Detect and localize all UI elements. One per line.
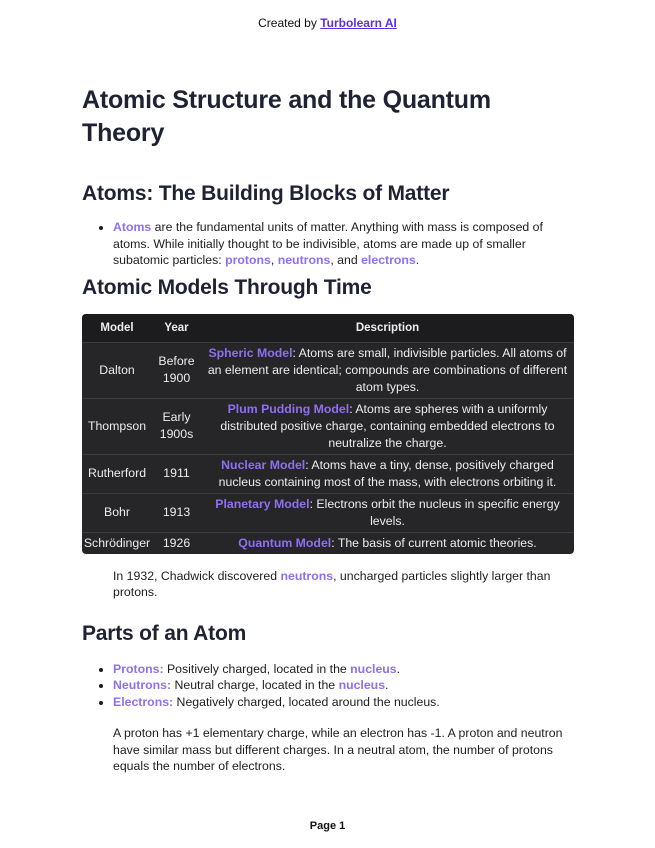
text-span: , uncharged particles slightly larger than protons. <box>113 568 551 599</box>
atoms-list <box>82 219 574 269</box>
term-protons: protons <box>225 253 271 267</box>
table-row <box>82 454 574 493</box>
cell-model: Rutherford <box>82 454 152 493</box>
term-neutrons: neutrons <box>280 568 334 583</box>
text-span: . <box>396 661 401 676</box>
text-span: are the fundamental units of matter. Anything with mass is composed of atoms. While initially thought to be indivisible, atoms are made up of smaller subatomic particles: <box>113 220 543 267</box>
model-term: Plum Pudding Model <box>227 401 350 416</box>
credit-line <box>0 16 655 30</box>
cell-model: Bohr <box>82 493 152 532</box>
cell-description <box>201 398 574 454</box>
cell-year: Early 1900s <box>152 398 201 454</box>
term-neutrons: Neutrons: <box>113 678 172 692</box>
text-span: , and <box>330 253 362 267</box>
turbolearn-link[interactable]: Turbolearn AI <box>320 16 397 30</box>
model-term: Quantum Model <box>238 535 332 550</box>
list-item <box>113 661 574 678</box>
model-desc: : The basis of current atomic theories. <box>331 535 537 550</box>
model-desc: : Atoms have a tiny, dense, positively charged nucleus containing most of the mass, with electrons orbiting it. <box>218 457 557 489</box>
column-header-description: Description <box>201 314 574 343</box>
table-row <box>82 342 574 398</box>
atomic-models-table <box>82 314 574 554</box>
list-item <box>113 677 574 694</box>
section-heading-parts: Parts of an Atom <box>82 621 247 645</box>
list-item <box>113 694 574 711</box>
term-electrons: electrons <box>361 253 416 267</box>
model-term: Nuclear Model <box>221 457 306 472</box>
table-row <box>82 532 574 554</box>
cell-year: 1913 <box>152 493 201 532</box>
chadwick-note <box>82 568 574 601</box>
term-neutrons: neutrons <box>277 253 331 267</box>
cell-model: Thompson <box>82 398 152 454</box>
page-title: Atomic Structure and the Quantum Theory <box>82 86 491 147</box>
model-term: Planetary Model <box>215 496 310 511</box>
model-desc: : Atoms are spheres with a uniformly distributed positive charge, containing embedded electrons to neutralize the charge. <box>220 401 555 450</box>
cell-year: Before 1900 <box>152 342 201 398</box>
text-span: Neutral charge, located in the <box>171 678 339 692</box>
text-span: . <box>415 253 420 267</box>
model-term: Spheric Model <box>208 345 293 360</box>
charge-paragraph: A proton has +1 elementary charge, while an electron has -1. A proton and neutron have similar mass but different charges. In a neutral atom, the number of protons equals the number of electrons. <box>113 726 563 773</box>
model-desc: : Atoms are small, indivisible particles. All atoms of an element are identical; compounds are combinations of different atom types. <box>207 345 568 394</box>
page-number: Page 1 <box>309 820 346 832</box>
term-electrons: Electrons: <box>113 694 174 709</box>
term-nucleus: nucleus <box>350 661 397 676</box>
term-protons: Protons: <box>113 661 164 676</box>
column-header-year: Year <box>152 314 201 343</box>
cell-model: Schrödinger <box>82 532 152 554</box>
term-nucleus: nucleus <box>338 678 386 692</box>
cell-year: 1926 <box>152 532 201 554</box>
term-atoms: Atoms <box>113 220 152 234</box>
section-heading-atoms: Atoms: The Building Blocks of Matter <box>82 182 450 205</box>
text-span: , <box>270 253 278 267</box>
document-body <box>82 84 574 775</box>
section-heading-models: Atomic Models Through Time <box>82 275 372 299</box>
table-row <box>82 398 574 454</box>
text-span: In 1932, Chadwick discovered <box>113 568 281 583</box>
cell-year: 1911 <box>152 454 201 493</box>
cell-description <box>201 493 574 532</box>
text-span: . <box>385 678 389 692</box>
parts-list <box>82 661 574 711</box>
list-item <box>113 219 574 269</box>
table-row <box>82 493 574 532</box>
model-desc: : Electrons orbit the nucleus in specific energy levels. <box>309 496 560 528</box>
cell-description <box>201 342 574 398</box>
text-span: Negatively charged, located around the nucleus. <box>173 694 440 709</box>
table-header-row <box>82 314 574 343</box>
cell-model: Dalton <box>82 342 152 398</box>
column-header-model: Model <box>82 314 152 343</box>
text-span: Positively charged, located in the <box>163 661 351 676</box>
credit-prefix: Created by <box>258 16 317 30</box>
cell-description <box>201 454 574 493</box>
cell-description <box>201 532 574 554</box>
